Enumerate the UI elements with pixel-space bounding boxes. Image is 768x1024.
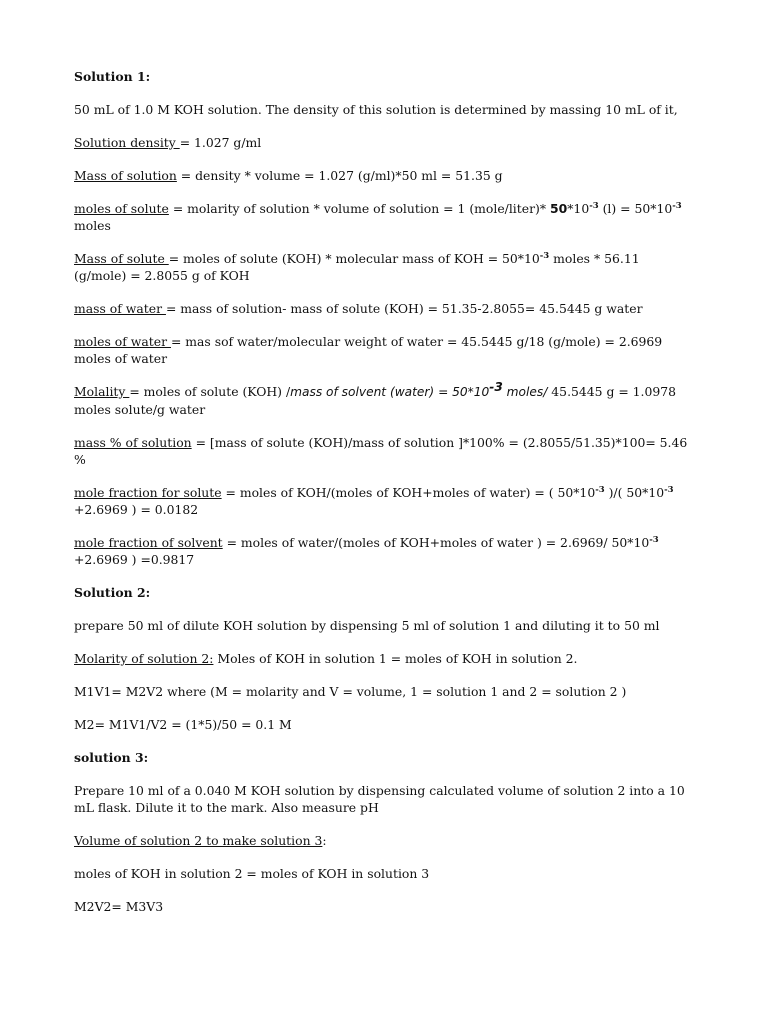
mass-solute-text-a: = moles of solute (KOH) * molecular mass of KOH = 50*10 bbox=[168, 251, 540, 266]
solution-3-heading: solution 3: bbox=[74, 750, 149, 765]
moles-solute-text-d: moles bbox=[74, 218, 111, 233]
moles-solute-text-a: = molarity of solution * volume of solution = 1 (mole/liter)* bbox=[168, 201, 550, 216]
solution-1-intro: 50 mL of 1.0 M KOH solution. The density of this solution is determined by massing 10 mL of it, bbox=[74, 102, 678, 117]
volume-2-label: Volume of solution 2 to make solution 3 bbox=[74, 833, 323, 848]
mass-percent-text: = [mass of solute (KOH)/mass of solution ]*100% = (2.8055/51.35)*100= 5.46 % bbox=[74, 435, 688, 467]
mass-water-text: = mass of solution- mass of solute (KOH) = 51.35-2.8055= 45.5445 g water bbox=[165, 301, 643, 316]
exponent: -3 bbox=[672, 201, 682, 211]
solution-2-heading: Solution 2: bbox=[74, 585, 151, 600]
mass-solution-label: Mass of solution bbox=[74, 168, 177, 183]
molarity-2-text: Moles of KOH in solution 1 = moles of KOH in solution 2. bbox=[213, 651, 578, 666]
mass-solute-text-b: moles * 56.11 (g/mole) = 2.8055 g of KOH bbox=[74, 251, 640, 283]
molality-italic-b: moles/ bbox=[502, 385, 548, 399]
moles-water-line bbox=[74, 333, 694, 367]
mole-fraction-solvent-text-a: = moles of water/(moles of KOH+moles of water ) = 2.6969/ 50*10 bbox=[222, 535, 650, 550]
mass-solution-text: = density * volume = 1.027 (g/ml)*50 ml = 51.35 g bbox=[176, 168, 503, 183]
density-label: Solution density bbox=[74, 135, 180, 150]
mole-fraction-solvent-text-b: +2.6969 ) =0.9817 bbox=[74, 552, 195, 567]
density-line bbox=[74, 134, 694, 151]
moles-water-label: moles of water bbox=[74, 334, 171, 349]
mole-fraction-solute-line bbox=[74, 484, 694, 518]
mass-water-label: mass of water bbox=[74, 301, 166, 316]
exponent: -3 bbox=[595, 485, 605, 495]
molality-label: Molality bbox=[74, 384, 130, 399]
mass-solution-line bbox=[74, 167, 694, 184]
moles-solute-line bbox=[74, 200, 694, 234]
moles-water-text: = mas sof water/molecular weight of water = 45.5445 g/18 (g/mole) = 2.6969 moles of water bbox=[74, 334, 663, 366]
moles-solute-text-b: *10 bbox=[567, 201, 590, 216]
exponent: -3 bbox=[649, 535, 659, 545]
exponent: -3 bbox=[664, 485, 674, 495]
m2v2-line: M2V2= M3V3 bbox=[74, 899, 164, 914]
moles-solute-bold: 50 bbox=[549, 201, 568, 216]
exponent: -3 bbox=[489, 380, 503, 394]
molarity-2-line bbox=[74, 650, 694, 667]
molality-text-a: = moles of solute (KOH) / bbox=[129, 384, 291, 399]
mass-water-line bbox=[74, 300, 694, 317]
mass-percent-label: mass % of solution bbox=[74, 435, 192, 450]
molality-italic-a: mass of solvent (water) = 50*10 bbox=[290, 385, 490, 399]
solution-2-intro: prepare 50 ml of dilute KOH solution by dispensing 5 ml of solution 1 and diluting it to 50 ml bbox=[74, 618, 660, 633]
density-text: = 1.027 g/ml bbox=[179, 135, 262, 150]
mole-fraction-solute-text-c: +2.6969 ) = 0.0182 bbox=[74, 502, 199, 517]
solution-3-intro: Prepare 10 ml of a 0.040 M KOH solution by dispensing calculated volume of solution 2 into a 10 mL flask. Dilute it to the mark. Also measure pH bbox=[74, 783, 685, 815]
moles-equality-line: moles of KOH in solution 2 = moles of KOH in solution 3 bbox=[74, 866, 430, 881]
volume-2-line bbox=[74, 832, 694, 849]
moles-solute-text-c: (l) = 50*10 bbox=[598, 201, 673, 216]
mole-fraction-solute-label: mole fraction for solute bbox=[74, 485, 222, 500]
mole-fraction-solvent-line bbox=[74, 534, 694, 568]
m1v1-line: M1V1= M2V2 where (M = molarity and V = volume, 1 = solution 1 and 2 = solution 2 ) bbox=[74, 684, 627, 699]
molality-line bbox=[74, 380, 694, 418]
m2-line: M2= M1V1/V2 = (1*5)/50 = 0.1 M bbox=[74, 717, 292, 732]
exponent: -3 bbox=[589, 201, 599, 211]
molarity-2-label: Molarity of solution 2: bbox=[74, 651, 214, 666]
mole-fraction-solute-text-b: )/( 50*10 bbox=[604, 485, 665, 500]
mass-solute-label: Mass of solute bbox=[74, 251, 169, 266]
mole-fraction-solute-text-a: = moles of KOH/(moles of KOH+moles of water) = ( 50*10 bbox=[221, 485, 596, 500]
exponent: -3 bbox=[539, 251, 550, 261]
moles-solute-label: moles of solute bbox=[74, 201, 169, 216]
volume-2-colon: : bbox=[322, 833, 327, 848]
mass-solute-line bbox=[74, 250, 694, 284]
mass-percent-line bbox=[74, 434, 694, 468]
molality-text-b: 45.5445 g = 1.0978 moles solute/g water bbox=[74, 384, 677, 417]
mole-fraction-solvent-label: mole fraction of solvent bbox=[74, 535, 223, 550]
solution-1-heading: Solution 1: bbox=[74, 69, 151, 84]
